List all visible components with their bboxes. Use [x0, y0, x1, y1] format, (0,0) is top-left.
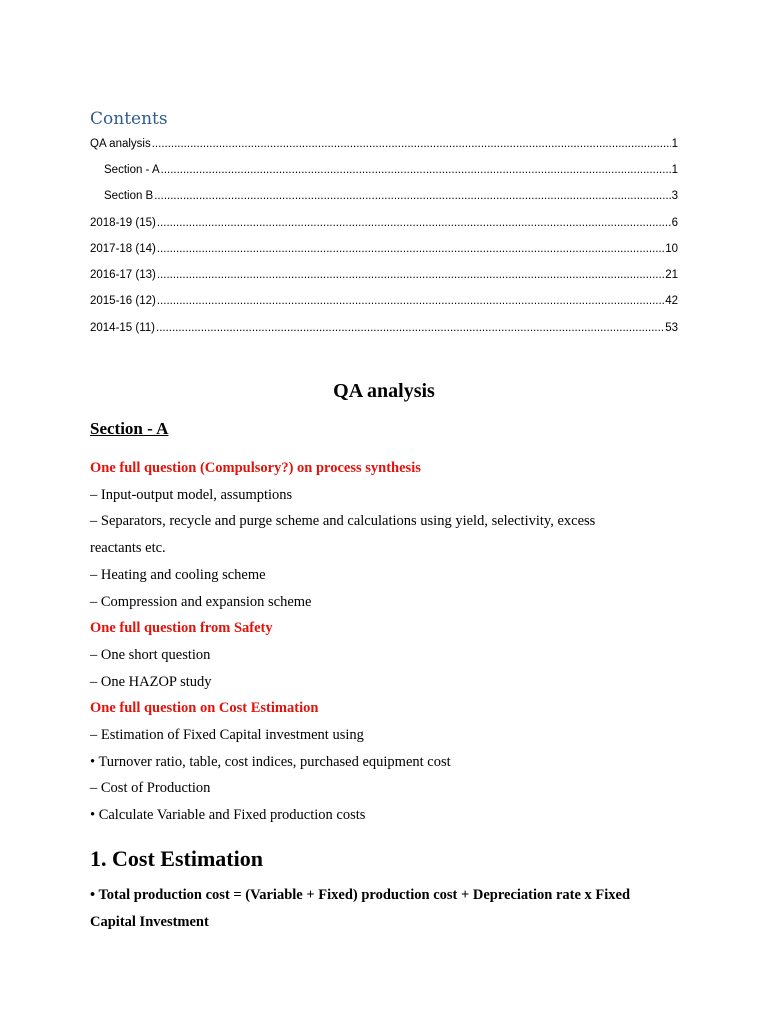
toc-entry-page: 1 — [671, 138, 678, 150]
toc-entry-page: 42 — [665, 295, 678, 307]
bullet-line: – Separators, recycle and purge scheme and calculations using yield, selectivity, excess — [90, 513, 596, 529]
toc-entry-page: 6 — [671, 217, 678, 229]
toc-entry-2016-17[interactable] — [90, 267, 678, 283]
bullet-line: – Cost of Production — [90, 780, 211, 796]
toc-entry-page: 10 — [665, 243, 678, 255]
toc-leader — [152, 136, 671, 152]
bullet-line: – Compression and expansion scheme — [90, 594, 312, 610]
total-production-cost-line-continuation: Capital Investment — [90, 914, 209, 930]
toc-entry-page: 21 — [665, 269, 678, 281]
bullet-line-continuation: reactants etc. — [90, 540, 166, 556]
bullet-line: – One HAZOP study — [90, 674, 212, 690]
bullet-line: – Input-output model, assumptions — [90, 487, 293, 503]
toc-entry-2018-19[interactable] — [90, 215, 678, 231]
toc-entry-2015-16[interactable] — [90, 293, 678, 309]
toc-entry-page: 3 — [671, 190, 678, 202]
toc-entry-label: 2016-17 (13) — [90, 269, 156, 281]
toc-entry-label: Section B — [104, 190, 154, 202]
toc-leader — [154, 188, 670, 204]
toc-entry-label: Section - A — [104, 164, 160, 176]
toc-entry-2014-15[interactable] — [90, 320, 678, 336]
toc-entry-page: 53 — [665, 322, 678, 334]
toc-entry-label: QA analysis — [90, 138, 151, 150]
question-heading-safety: One full question from Safety — [90, 620, 273, 636]
bullet-line: – Heating and cooling scheme — [90, 567, 266, 583]
toc-entry-section-a[interactable] — [104, 162, 678, 178]
bullet-line: • Turnover ratio, table, cost indices, purchased equipment cost — [90, 754, 451, 770]
toc-leader — [157, 293, 664, 309]
toc-entry-section-b[interactable] — [104, 188, 678, 204]
toc-entry-label: 2017-18 (14) — [90, 243, 156, 255]
total-production-cost-line: • Total production cost = (Variable + Fixed) production cost + Depreciation rate x Fixed — [90, 887, 631, 903]
toc-leader — [161, 162, 671, 178]
qa-analysis-heading: QA analysis — [333, 380, 435, 402]
bullet-line: – One short question — [90, 647, 211, 663]
question-heading-process-synthesis: One full question (Compulsory?) on process synthesis — [90, 460, 421, 476]
contents-title: Contents — [90, 109, 168, 129]
toc-entry-2017-18[interactable] — [90, 241, 678, 257]
toc-entry-label: 2015-16 (12) — [90, 295, 156, 307]
toc-entry-label: 2014-15 (11) — [90, 322, 155, 334]
toc-entry-qa-analysis[interactable] — [90, 136, 678, 152]
toc-leader — [157, 215, 671, 231]
toc-leader — [157, 241, 664, 257]
section-a-heading: Section - A — [90, 419, 169, 438]
bullet-line: • Calculate Variable and Fixed production costs — [90, 807, 366, 823]
bullet-line: – Estimation of Fixed Capital investment using — [90, 727, 364, 743]
toc-entry-page: 1 — [671, 164, 678, 176]
cost-estimation-heading: 1. Cost Estimation — [90, 846, 263, 871]
question-heading-cost-estimation: One full question on Cost Estimation — [90, 700, 319, 716]
toc-entry-label: 2018-19 (15) — [90, 217, 156, 229]
toc-leader — [157, 267, 664, 283]
toc-leader — [156, 320, 664, 336]
